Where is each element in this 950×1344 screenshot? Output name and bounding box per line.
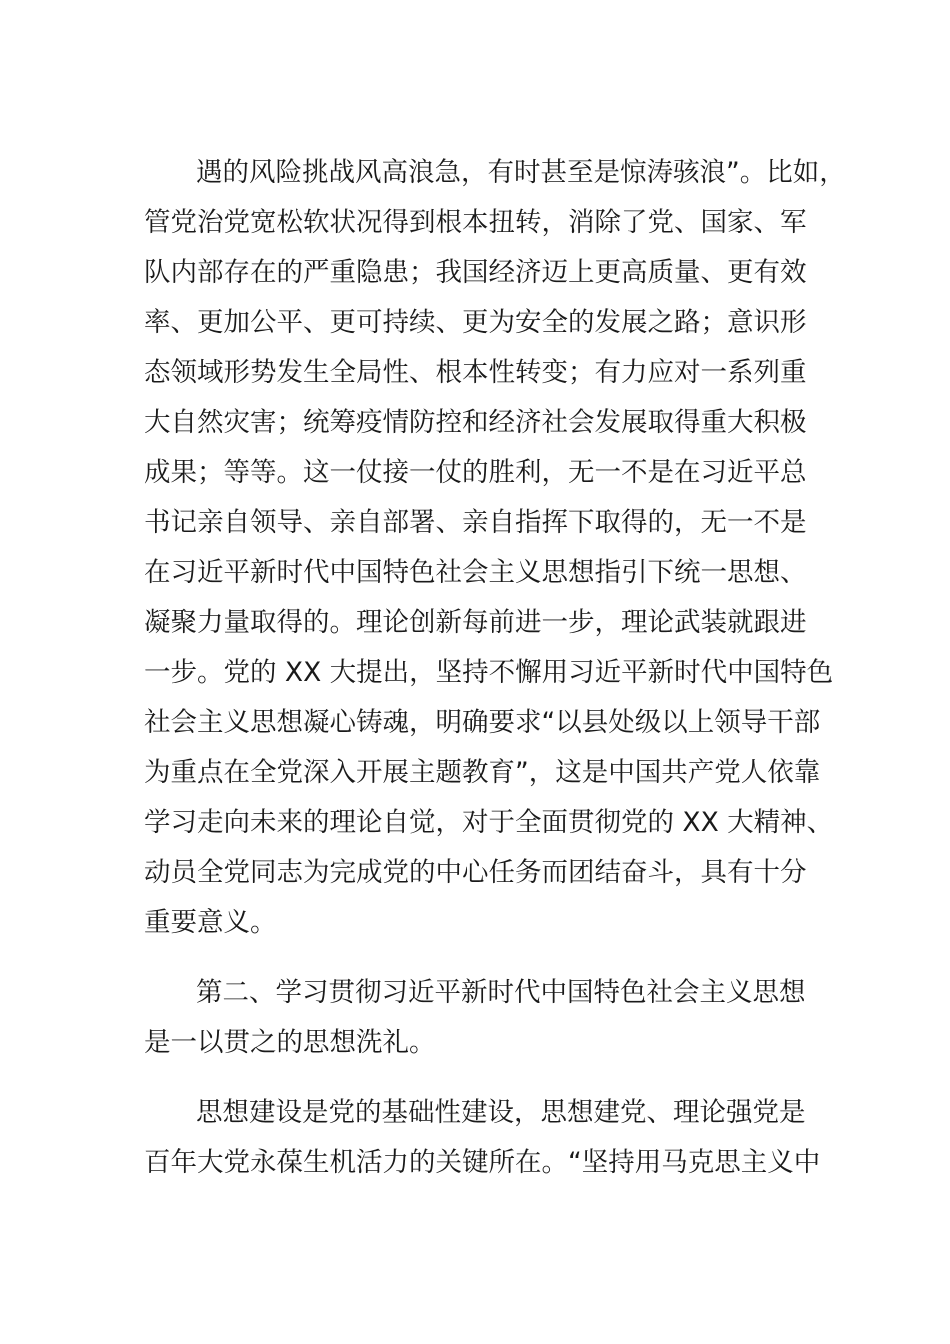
paragraph-1-line-11: 一步。党的 XX 大提出，坚持不懈用习近平新时代中国特色 bbox=[144, 657, 834, 688]
paragraph-3-line-2: 百年大党永葆生机活力的关键所在。“坚持用马克思主义中 bbox=[144, 1147, 821, 1178]
paragraph-1-line-4: 率、更加公平、更可持续、更为安全的发展之路；意识形 bbox=[144, 307, 807, 338]
paragraph-1-line-3: 队内部存在的严重隐患；我国经济迈上更高质量、更有效 bbox=[144, 257, 807, 288]
paragraph-1-line-15: 动员全党同志为完成党的中心任务而团结奋斗，具有十分 bbox=[144, 857, 807, 888]
paragraph-1-line-16: 重要意义。 bbox=[144, 907, 277, 938]
paragraph-1-line-9: 在习近平新时代中国特色社会主义思想指引下统一思想、 bbox=[144, 557, 807, 588]
paragraph-1-line-13: 为重点在全党深入开展主题教育”，这是中国共产党人依靠 bbox=[144, 757, 821, 788]
paragraph-1-line-8: 书记亲自领导、亲自部署、亲自指挥下取得的，无一不是 bbox=[144, 507, 807, 538]
paragraph-1-line-6: 大自然灾害；统筹疫情防控和经济社会发展取得重大积极 bbox=[144, 407, 807, 438]
paragraph-1-line-2: 管党治党宽松软状况得到根本扭转，消除了党、国家、军 bbox=[144, 207, 807, 238]
paragraph-1-line-7: 成果；等等。这一仗接一仗的胜利，无一不是在习近平总 bbox=[144, 457, 807, 488]
paragraph-1-line-1: 遇的风险挑战风高浪急，有时甚至是惊涛骇浪”。比如， bbox=[196, 157, 846, 188]
paragraph-1-line-12: 社会主义思想凝心铸魂，明确要求“以县处级以上领导干部 bbox=[144, 707, 821, 738]
section-heading-line-1: 第二、学习贯彻习近平新时代中国特色社会主义思想 bbox=[196, 977, 806, 1008]
paragraph-1-line-14: 学习走向未来的理论自觉，对于全面贯彻党的 XX 大精神、 bbox=[144, 807, 834, 838]
section-heading-line-2: 是一以贯之的思想洗礼。 bbox=[144, 1027, 436, 1058]
paragraph-3-line-1: 思想建设是党的基础性建设，思想建党、理论强党是 bbox=[196, 1097, 806, 1128]
paragraph-1-line-10: 凝聚力量取得的。理论创新每前进一步，理论武装就跟进 bbox=[144, 607, 807, 638]
paragraph-1-line-5: 态领域形势发生全局性、根本性转变；有力应对一系列重 bbox=[144, 357, 807, 388]
